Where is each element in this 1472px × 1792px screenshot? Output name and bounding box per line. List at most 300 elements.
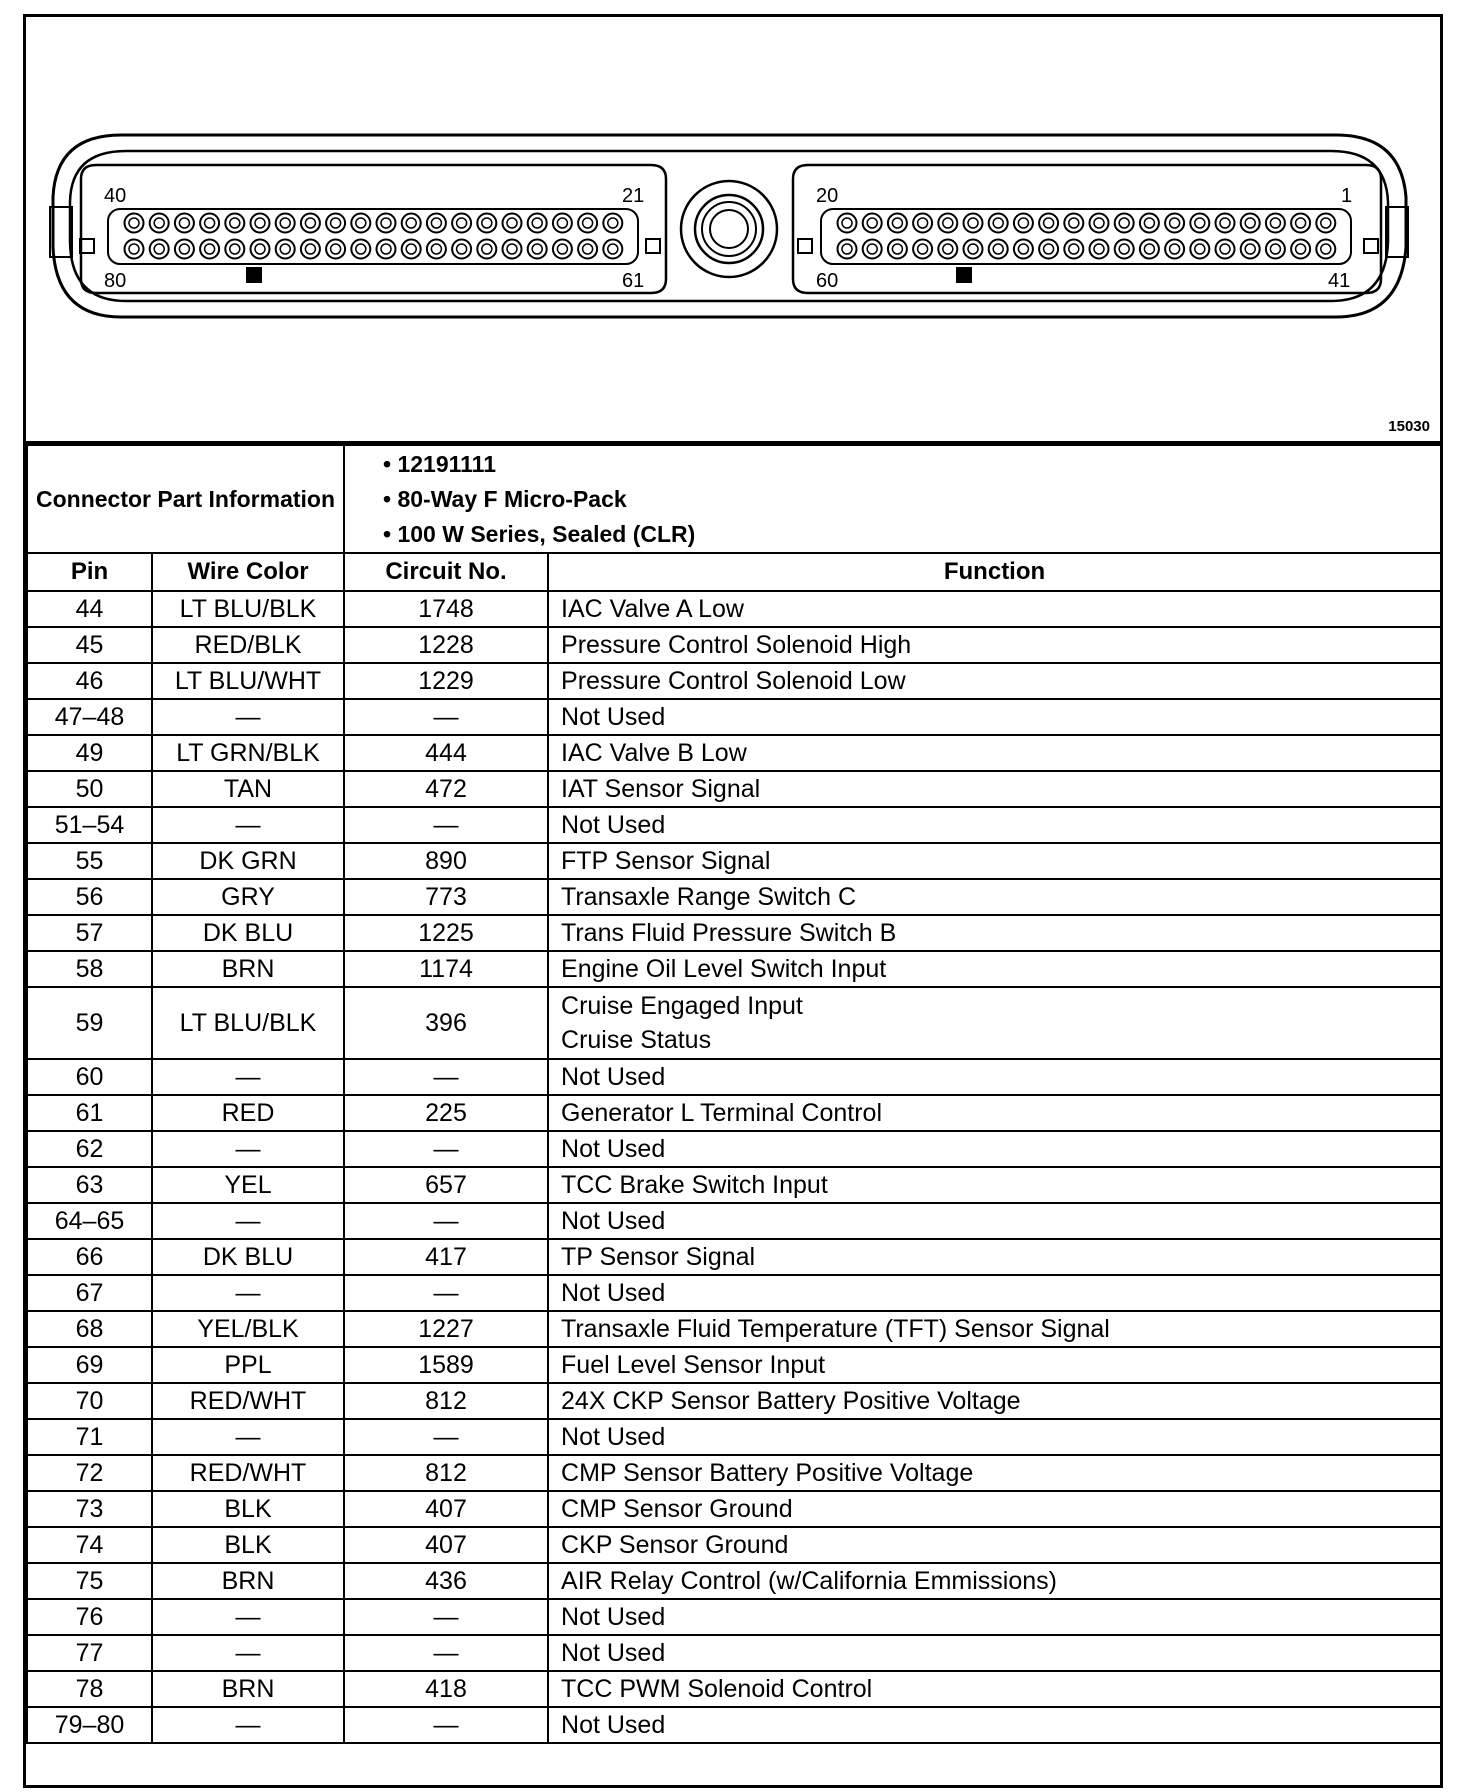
- right-pin-cavity: [1291, 240, 1310, 259]
- left-pin-terminal: [280, 218, 290, 228]
- right-pin-terminal: [1044, 218, 1054, 228]
- wire-color-cell: LT BLU/BLK: [152, 591, 344, 627]
- right-pin-terminal: [892, 244, 902, 254]
- connector-info-item: • 100 W Series, Sealed (CLR): [383, 520, 696, 547]
- function-line: IAC Valve A Low: [561, 595, 744, 623]
- wire-color-cell: RED/BLK: [152, 627, 344, 663]
- right-pin-terminal: [1069, 244, 1079, 254]
- right-key-square-outer: [1364, 239, 1378, 253]
- left-pin-terminal: [532, 244, 542, 254]
- circuit-cell: 812: [344, 1383, 548, 1419]
- circuit-cell: —: [344, 1419, 548, 1455]
- pin-cell: 77: [27, 1635, 152, 1671]
- table-row: [27, 771, 1441, 807]
- right-pin-terminal: [993, 218, 1003, 228]
- wire-color-cell: TAN: [152, 771, 344, 807]
- function-line: Not Used: [561, 1135, 666, 1163]
- right-pin-cavity: [1140, 240, 1159, 259]
- wire-color-cell: GRY: [152, 879, 344, 915]
- right-pin-terminal: [943, 218, 953, 228]
- function-cell: [548, 879, 1441, 915]
- table-row: [27, 1419, 1441, 1455]
- table-row: [27, 1131, 1441, 1167]
- function-cell: [548, 1311, 1441, 1347]
- right-pin-terminal: [1119, 244, 1129, 254]
- left-pin-terminal: [532, 218, 542, 228]
- wire-color-cell: DK BLU: [152, 1239, 344, 1275]
- circuit-cell: 773: [344, 879, 548, 915]
- right-pin-terminal: [1220, 244, 1230, 254]
- right-pin-field: [821, 209, 1351, 264]
- right-pin-cavity: [1165, 240, 1184, 259]
- left-pin-cavity: [553, 214, 572, 233]
- pin-cell: 50: [27, 771, 152, 807]
- left-pin-terminal: [507, 218, 517, 228]
- left-pin-terminal: [608, 218, 618, 228]
- table-row: [27, 1383, 1441, 1419]
- function-line: CMP Sensor Battery Positive Voltage: [561, 1459, 974, 1487]
- header-function: Function: [548, 553, 1441, 591]
- function-cell: [548, 771, 1441, 807]
- header-wire-color: Wire Color: [152, 553, 344, 591]
- left-pin-cavity: [251, 214, 270, 233]
- function-line: CKP Sensor Ground: [561, 1531, 789, 1559]
- function-cell: [548, 1167, 1441, 1203]
- function-line: Not Used: [561, 1279, 666, 1307]
- table-row: [27, 807, 1441, 843]
- circuit-cell: 657: [344, 1167, 548, 1203]
- wire-color-cell: RED: [152, 1095, 344, 1131]
- connector-info-list: [344, 445, 1441, 553]
- left-polarization-mark: [246, 267, 262, 283]
- right-pin-cavity: [1216, 214, 1235, 233]
- table-row: [27, 663, 1441, 699]
- table-header-row: [27, 553, 1441, 591]
- left-pin-terminal: [507, 244, 517, 254]
- circuit-cell: 1228: [344, 627, 548, 663]
- function-line: TCC PWM Solenoid Control: [561, 1675, 873, 1703]
- left-pin-terminal: [230, 218, 240, 228]
- right-pin-cavity: [1266, 240, 1285, 259]
- pin-cell: 59: [27, 987, 152, 1059]
- right-pin-terminal: [1069, 218, 1079, 228]
- function-cell: [548, 843, 1441, 879]
- left-pin-cavity: [603, 214, 622, 233]
- pin-cell: 57: [27, 915, 152, 951]
- figure-number: 15030: [1388, 418, 1430, 435]
- left-pin-terminal: [608, 244, 618, 254]
- left-pin-cavity: [503, 214, 522, 233]
- connector-info-item: • 12191111: [383, 450, 496, 477]
- left-pin-terminal: [179, 218, 189, 228]
- circuit-cell: —: [344, 1599, 548, 1635]
- left-pin-cavity: [125, 214, 144, 233]
- function-line: Trans Fluid Pressure Switch B: [561, 919, 897, 947]
- right-pin-cavity: [1241, 214, 1260, 233]
- right-pin-terminal: [1144, 218, 1154, 228]
- pin-cell: 70: [27, 1383, 152, 1419]
- right-pin-cavity: [838, 240, 857, 259]
- wire-color-cell: BLK: [152, 1527, 344, 1563]
- right-pin-terminal: [867, 244, 877, 254]
- circuit-cell: 407: [344, 1491, 548, 1527]
- left-pin-terminal: [331, 218, 341, 228]
- function-line: CMP Sensor Ground: [561, 1495, 793, 1523]
- left-pin-field: [108, 209, 638, 264]
- left-pin-cavity: [603, 240, 622, 259]
- table-row: [27, 1203, 1441, 1239]
- right-pin-cavity: [1190, 214, 1209, 233]
- right-pin-cavity: [1216, 240, 1235, 259]
- left-pin-cavity: [528, 214, 547, 233]
- right-pin-cavity: [989, 240, 1008, 259]
- left-pin-terminal: [482, 244, 492, 254]
- circuit-cell: 225: [344, 1095, 548, 1131]
- label-pin-61: 61: [622, 270, 645, 292]
- pinout-table: [26, 444, 1442, 1744]
- function-cell: [548, 951, 1441, 987]
- wire-color-cell: DK BLU: [152, 915, 344, 951]
- pin-cell: 55: [27, 843, 152, 879]
- label-pin-40: 40: [104, 185, 127, 207]
- table-row: [27, 1707, 1441, 1743]
- function-line: Not Used: [561, 1423, 666, 1451]
- label-pin-41: 41: [1328, 270, 1351, 292]
- function-line: Not Used: [561, 1063, 666, 1091]
- left-pin-terminal: [431, 218, 441, 228]
- left-pin-terminal: [583, 244, 593, 254]
- wire-color-cell: BRN: [152, 951, 344, 987]
- left-pin-cavity: [225, 214, 244, 233]
- right-pin-terminal: [1170, 218, 1180, 228]
- table-row: [27, 843, 1441, 879]
- pin-cell: 68: [27, 1311, 152, 1347]
- right-pin-cavity: [1165, 214, 1184, 233]
- table-row: [27, 915, 1441, 951]
- left-pin-terminal: [356, 218, 366, 228]
- circuit-cell: 444: [344, 735, 548, 771]
- wire-color-cell: —: [152, 1599, 344, 1635]
- pin-cell: 62: [27, 1131, 152, 1167]
- right-pin-terminal: [1270, 244, 1280, 254]
- wire-color-cell: —: [152, 1275, 344, 1311]
- table-row: [27, 1635, 1441, 1671]
- function-cell: [548, 987, 1441, 1059]
- left-pin-cavity: [351, 214, 370, 233]
- table-row: [27, 1671, 1441, 1707]
- function-line: Fuel Level Sensor Input: [561, 1351, 826, 1379]
- wire-color-cell: —: [152, 1707, 344, 1743]
- right-pin-cavity: [1014, 240, 1033, 259]
- table-row: [27, 1599, 1441, 1635]
- left-pin-cavity: [477, 240, 496, 259]
- left-pin-cavity: [427, 214, 446, 233]
- right-pin-terminal: [943, 244, 953, 254]
- right-pin-cavity: [1090, 240, 1109, 259]
- wire-color-cell: —: [152, 1635, 344, 1671]
- function-cell: [548, 1527, 1441, 1563]
- circuit-cell: 407: [344, 1527, 548, 1563]
- function-cell: [548, 1347, 1441, 1383]
- function-line: IAT Sensor Signal: [561, 775, 761, 803]
- right-pin-terminal: [918, 244, 928, 254]
- pin-cell: 58: [27, 951, 152, 987]
- wire-color-cell: PPL: [152, 1347, 344, 1383]
- table-row: [27, 1167, 1441, 1203]
- circuit-cell: 1227: [344, 1311, 548, 1347]
- left-pin-cavity: [452, 240, 471, 259]
- right-pin-cavity: [1039, 240, 1058, 259]
- pin-cell: 74: [27, 1527, 152, 1563]
- table-row: [27, 1527, 1441, 1563]
- table-row: [27, 627, 1441, 663]
- right-pin-terminal: [1195, 244, 1205, 254]
- left-pin-cavity: [326, 240, 345, 259]
- label-pin-80: 80: [104, 270, 127, 292]
- right-pin-cavity: [1266, 214, 1285, 233]
- left-pin-cavity: [477, 214, 496, 233]
- right-pin-cavity: [888, 240, 907, 259]
- table-row: [27, 1563, 1441, 1599]
- left-pin-cavity: [200, 240, 219, 259]
- left-pin-terminal: [406, 218, 416, 228]
- right-pin-terminal: [867, 218, 877, 228]
- center-bolt-ring: [695, 195, 763, 263]
- circuit-cell: —: [344, 1635, 548, 1671]
- left-key-square-inner: [646, 239, 660, 253]
- right-pin-terminal: [892, 218, 902, 228]
- table-row: [27, 987, 1441, 1059]
- right-pin-terminal: [918, 218, 928, 228]
- left-pin-terminal: [154, 218, 164, 228]
- left-pin-cavity: [528, 240, 547, 259]
- function-line: Not Used: [561, 811, 666, 839]
- circuit-cell: 417: [344, 1239, 548, 1275]
- function-cell: [548, 1599, 1441, 1635]
- left-pin-terminal: [457, 218, 467, 228]
- pin-cell: 44: [27, 591, 152, 627]
- label-pin-20: 20: [816, 185, 839, 207]
- connector-info-row: [27, 445, 1441, 553]
- function-cell: [548, 735, 1441, 771]
- pin-cell: 75: [27, 1563, 152, 1599]
- left-pin-cavity: [427, 240, 446, 259]
- pin-cavities: [125, 214, 1336, 259]
- left-pin-terminal: [482, 218, 492, 228]
- right-pin-terminal: [1245, 244, 1255, 254]
- left-pin-terminal: [255, 244, 265, 254]
- left-pin-terminal: [205, 218, 215, 228]
- right-pin-cavity: [863, 214, 882, 233]
- function-line: AIR Relay Control (w/California Emmissions): [561, 1567, 1057, 1595]
- left-pin-cavity: [578, 240, 597, 259]
- center-bolt-hole: [710, 210, 748, 248]
- left-pin-terminal: [129, 218, 139, 228]
- left-pin-cavity: [578, 214, 597, 233]
- left-pin-cavity: [301, 240, 320, 259]
- pin-cell: 60: [27, 1059, 152, 1095]
- function-cell: [548, 807, 1441, 843]
- circuit-cell: 890: [344, 843, 548, 879]
- left-pin-terminal: [356, 244, 366, 254]
- circuit-cell: 1174: [344, 951, 548, 987]
- function-line: Transaxle Fluid Temperature (TFT) Sensor Signal: [561, 1315, 1110, 1343]
- circuit-cell: 472: [344, 771, 548, 807]
- table-row: [27, 1455, 1441, 1491]
- circuit-cell: 436: [344, 1563, 548, 1599]
- right-pin-terminal: [1144, 244, 1154, 254]
- function-line: IAC Valve B Low: [561, 739, 747, 767]
- function-line: Transaxle Range Switch C: [561, 883, 857, 911]
- wire-color-cell: YEL: [152, 1167, 344, 1203]
- circuit-cell: —: [344, 1275, 548, 1311]
- right-pin-cavity: [1190, 240, 1209, 259]
- connector-info-label: Connector Part Information: [27, 445, 344, 553]
- function-line: Pressure Control Solenoid High: [561, 631, 912, 659]
- function-cell: [548, 1059, 1441, 1095]
- connector-diagram: [26, 17, 1440, 444]
- pin-cell: 72: [27, 1455, 152, 1491]
- left-pin-terminal: [230, 244, 240, 254]
- wire-color-cell: LT BLU/BLK: [152, 987, 344, 1059]
- wire-color-cell: —: [152, 699, 344, 735]
- wire-color-cell: —: [152, 1059, 344, 1095]
- function-line: TCC Brake Switch Input: [561, 1171, 828, 1199]
- function-cell: [548, 1419, 1441, 1455]
- table-row: [27, 879, 1441, 915]
- circuit-cell: —: [344, 1131, 548, 1167]
- pin-cell: 69: [27, 1347, 152, 1383]
- left-pin-terminal: [331, 244, 341, 254]
- right-pin-cavity: [1115, 214, 1134, 233]
- right-pin-cavity: [1241, 240, 1260, 259]
- left-pin-cavity: [503, 240, 522, 259]
- function-cell: [548, 1095, 1441, 1131]
- pin-cell: 79–80: [27, 1707, 152, 1743]
- right-pin-cavity: [1064, 240, 1083, 259]
- circuit-cell: —: [344, 807, 548, 843]
- table-row: [27, 1491, 1441, 1527]
- right-pin-terminal: [1094, 244, 1104, 254]
- left-pin-cavity: [402, 214, 421, 233]
- right-pin-cavity: [1291, 214, 1310, 233]
- wire-color-cell: —: [152, 1131, 344, 1167]
- function-line: TP Sensor Signal: [561, 1243, 756, 1271]
- pin-cell: 73: [27, 1491, 152, 1527]
- circuit-cell: —: [344, 1203, 548, 1239]
- right-pin-cavity: [1090, 214, 1109, 233]
- pin-cell: 46: [27, 663, 152, 699]
- wire-color-cell: LT GRN/BLK: [152, 735, 344, 771]
- pin-cell: 66: [27, 1239, 152, 1275]
- function-cell: [548, 1491, 1441, 1527]
- left-pin-cavity: [351, 240, 370, 259]
- left-pin-cavity: [175, 214, 194, 233]
- left-pin-cavity: [377, 240, 396, 259]
- function-cell: [548, 1131, 1441, 1167]
- function-line: Not Used: [561, 1639, 666, 1667]
- wire-color-cell: YEL/BLK: [152, 1311, 344, 1347]
- document-frame: [23, 14, 1443, 1788]
- right-pin-terminal: [1044, 244, 1054, 254]
- left-pin-cavity: [150, 240, 169, 259]
- left-pin-terminal: [557, 244, 567, 254]
- right-pin-terminal: [1018, 218, 1028, 228]
- left-pin-cavity: [200, 214, 219, 233]
- function-cell: [548, 1203, 1441, 1239]
- function-cell: [548, 1707, 1441, 1743]
- left-pin-terminal: [431, 244, 441, 254]
- right-key-square: [798, 239, 812, 253]
- function-cell: [548, 1455, 1441, 1491]
- right-pin-cavity: [964, 240, 983, 259]
- right-pin-cavity: [1039, 214, 1058, 233]
- right-pin-terminal: [1195, 218, 1205, 228]
- table-row: [27, 951, 1441, 987]
- circuit-cell: —: [344, 1707, 548, 1743]
- pin-cell: 61: [27, 1095, 152, 1131]
- left-pin-cavity: [150, 214, 169, 233]
- right-pin-cavity: [1316, 240, 1335, 259]
- left-pin-terminal: [129, 244, 139, 254]
- header-circuit-no: Circuit No.: [344, 553, 548, 591]
- left-pin-cavity: [402, 240, 421, 259]
- right-pin-terminal: [1245, 218, 1255, 228]
- wire-color-cell: DK GRN: [152, 843, 344, 879]
- function-line: Engine Oil Level Switch Input: [561, 955, 887, 983]
- right-pin-cavity: [1014, 214, 1033, 233]
- right-pin-cavity: [1064, 214, 1083, 233]
- function-cell: [548, 627, 1441, 663]
- circuit-cell: 812: [344, 1455, 548, 1491]
- right-pin-terminal: [1296, 244, 1306, 254]
- function-cell: [548, 1383, 1441, 1419]
- pin-cell: 56: [27, 879, 152, 915]
- table-row: [27, 1059, 1441, 1095]
- right-pin-cavity: [964, 214, 983, 233]
- function-cell: [548, 1563, 1441, 1599]
- right-pin-cavity: [1140, 214, 1159, 233]
- function-cell: [548, 1635, 1441, 1671]
- circuit-cell: 1229: [344, 663, 548, 699]
- left-pin-cavity: [175, 240, 194, 259]
- right-pin-terminal: [1270, 218, 1280, 228]
- left-pin-cavity: [125, 240, 144, 259]
- right-pin-terminal: [1119, 218, 1129, 228]
- function-line: Not Used: [561, 1711, 666, 1739]
- right-pin-cavity: [863, 240, 882, 259]
- right-pin-cavity: [938, 214, 957, 233]
- right-pin-cavity: [913, 240, 932, 259]
- function-line: Cruise Engaged Input: [561, 992, 803, 1020]
- right-pin-terminal: [1296, 218, 1306, 228]
- circuit-cell: 1225: [344, 915, 548, 951]
- pinout-rows: [27, 591, 1441, 1743]
- left-pin-terminal: [205, 244, 215, 254]
- wire-color-cell: BLK: [152, 1491, 344, 1527]
- left-pin-terminal: [280, 244, 290, 254]
- table-row: [27, 1311, 1441, 1347]
- function-line: Not Used: [561, 1603, 666, 1631]
- left-pin-cavity: [452, 214, 471, 233]
- table-row: [27, 735, 1441, 771]
- left-pin-terminal: [557, 218, 567, 228]
- left-pin-terminal: [381, 244, 391, 254]
- table-row: [27, 1275, 1441, 1311]
- header-pin: Pin: [27, 553, 152, 591]
- circuit-cell: 1589: [344, 1347, 548, 1383]
- left-pin-cavity: [553, 240, 572, 259]
